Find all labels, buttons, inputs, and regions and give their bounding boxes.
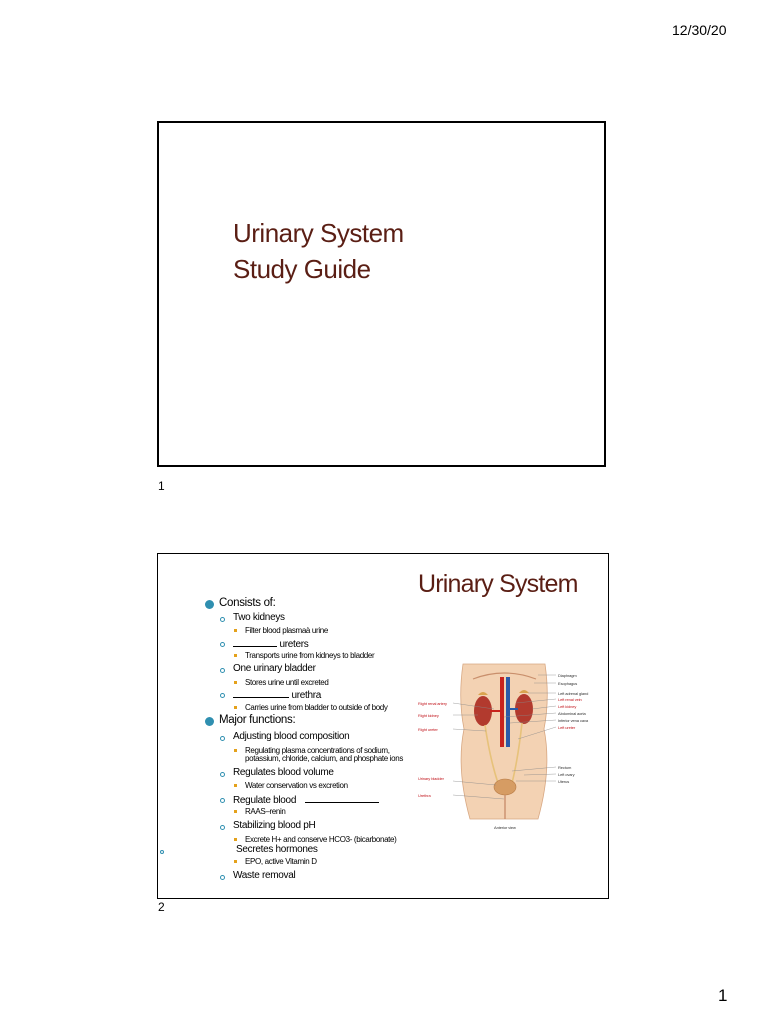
bullet-square-icon — [234, 681, 237, 684]
bullet-raas: RAAS–renin — [245, 807, 286, 816]
label-uterus: Uterus — [558, 779, 570, 784]
urinary-system-illustration — [418, 659, 608, 834]
bullet-ring-icon — [220, 772, 225, 777]
slide-2 — [157, 553, 609, 899]
bullet-ring-icon — [220, 642, 225, 647]
label-left-renal-vein: Left renal vein — [558, 697, 582, 702]
bullet-square-icon — [234, 838, 237, 841]
label-left-kidney: Left kidney — [558, 704, 577, 709]
bullet-ph: Stabilizing blood pH — [233, 820, 316, 831]
bullet-regulate-blood — [233, 793, 379, 806]
bullet-consists: Consists of: — [219, 597, 276, 609]
bullet-carries: Carries urine from bladder to outside of body — [245, 703, 388, 712]
bullet-dot-icon — [205, 600, 214, 609]
bullet-ring-icon — [220, 693, 225, 698]
label-inferior-vena-cava: Inferior vena cava — [558, 718, 588, 723]
bullet-ring-icon — [220, 798, 225, 803]
slide-1-number: 1 — [158, 479, 165, 493]
bullet-bladder: One urinary bladder — [233, 663, 316, 674]
bullet-square-icon — [234, 784, 237, 787]
bullet-square-icon — [234, 810, 237, 813]
bullet-regulating-1: Regulating plasma concentrations of sodium, — [245, 746, 390, 755]
bullet-ring-icon — [220, 668, 225, 673]
bullet-square-icon — [234, 749, 237, 752]
print-date: 12/30/20 — [672, 22, 727, 38]
bullet-filter: Filter blood plasmaà urine — [245, 626, 328, 635]
bullet-square-icon — [234, 860, 237, 863]
bullet-hormones: Secretes hormones — [236, 844, 318, 855]
bullet-ring-icon — [220, 617, 225, 622]
bullet-urethra — [233, 688, 321, 701]
bullet-adjusting: Adjusting blood composition — [233, 731, 350, 742]
fill-in-blank — [305, 793, 379, 803]
label-urethra: Urethra — [418, 793, 431, 798]
bullet-ring-icon — [220, 825, 225, 830]
label-right-kidney: Right kidney — [418, 713, 439, 718]
label-diaphragm: Diaphragm — [558, 673, 577, 678]
bullet-regulating-2: potassium, chloride, calcium, and phosphate ions — [245, 754, 403, 763]
bullet-ureters-text: ureters — [279, 639, 309, 650]
bullet-regulate-blood-text: Regulate blood — [233, 795, 297, 806]
bullet-ring-icon — [220, 736, 225, 741]
label-rectum: Rectum — [558, 765, 572, 770]
bullet-water: Water conservation vs excretion — [245, 781, 348, 790]
label-left-ovary: Left ovary — [558, 772, 575, 777]
bullet-waste: Waste removal — [233, 870, 296, 881]
bullet-square-icon — [234, 706, 237, 709]
bullet-ureters — [233, 637, 309, 650]
bullet-square-icon — [234, 654, 237, 657]
label-esophagus: Esophagus — [558, 681, 578, 686]
label-left-ureter: Left ureter — [558, 725, 576, 730]
bullet-ring-icon — [160, 850, 164, 854]
slide-1-title-line-2: Study Guide — [233, 254, 371, 284]
page-number: 1 — [718, 986, 728, 1005]
label-right-renal-artery: Right renal artery — [418, 701, 447, 706]
figure-caption: Anterior view — [494, 825, 516, 830]
fill-in-blank — [233, 688, 289, 698]
label-urinary-bladder: Urinary bladder — [418, 776, 444, 781]
label-right-ureter: Right ureter — [418, 727, 438, 732]
bullet-ring-icon — [220, 875, 225, 880]
bullet-transports: Transports urine from kidneys to bladder — [245, 651, 375, 660]
slide-2-number: 2 — [158, 900, 165, 914]
bullet-epo: EPO, active Vitamin D — [245, 857, 317, 866]
anatomy-drawing — [428, 659, 608, 834]
bullet-dot-icon — [205, 717, 214, 726]
bullet-two-kidneys: Two kidneys — [233, 612, 285, 623]
label-abdominal-aorta: Abdominal aorta — [558, 711, 586, 716]
bullet-square-icon — [234, 629, 237, 632]
label-left-adrenal-gland: Left adrenal gland — [558, 691, 589, 696]
bullet-major: Major functions: — [219, 714, 296, 726]
slide-2-title: Urinary System — [418, 570, 578, 598]
bullet-urethra-text: urethra — [291, 690, 322, 701]
bullet-excrete: Excrete H+ and conserve HCO3- (bicarbonate) — [245, 835, 397, 844]
bullet-stores: Stores urine until excreted — [245, 678, 329, 687]
fill-in-blank — [233, 637, 277, 647]
bullet-volume: Regulates blood volume — [233, 767, 334, 778]
slide-1-title-line-1: Urinary System — [233, 218, 404, 248]
slide-1-title — [233, 215, 404, 287]
slide-1 — [157, 121, 606, 467]
